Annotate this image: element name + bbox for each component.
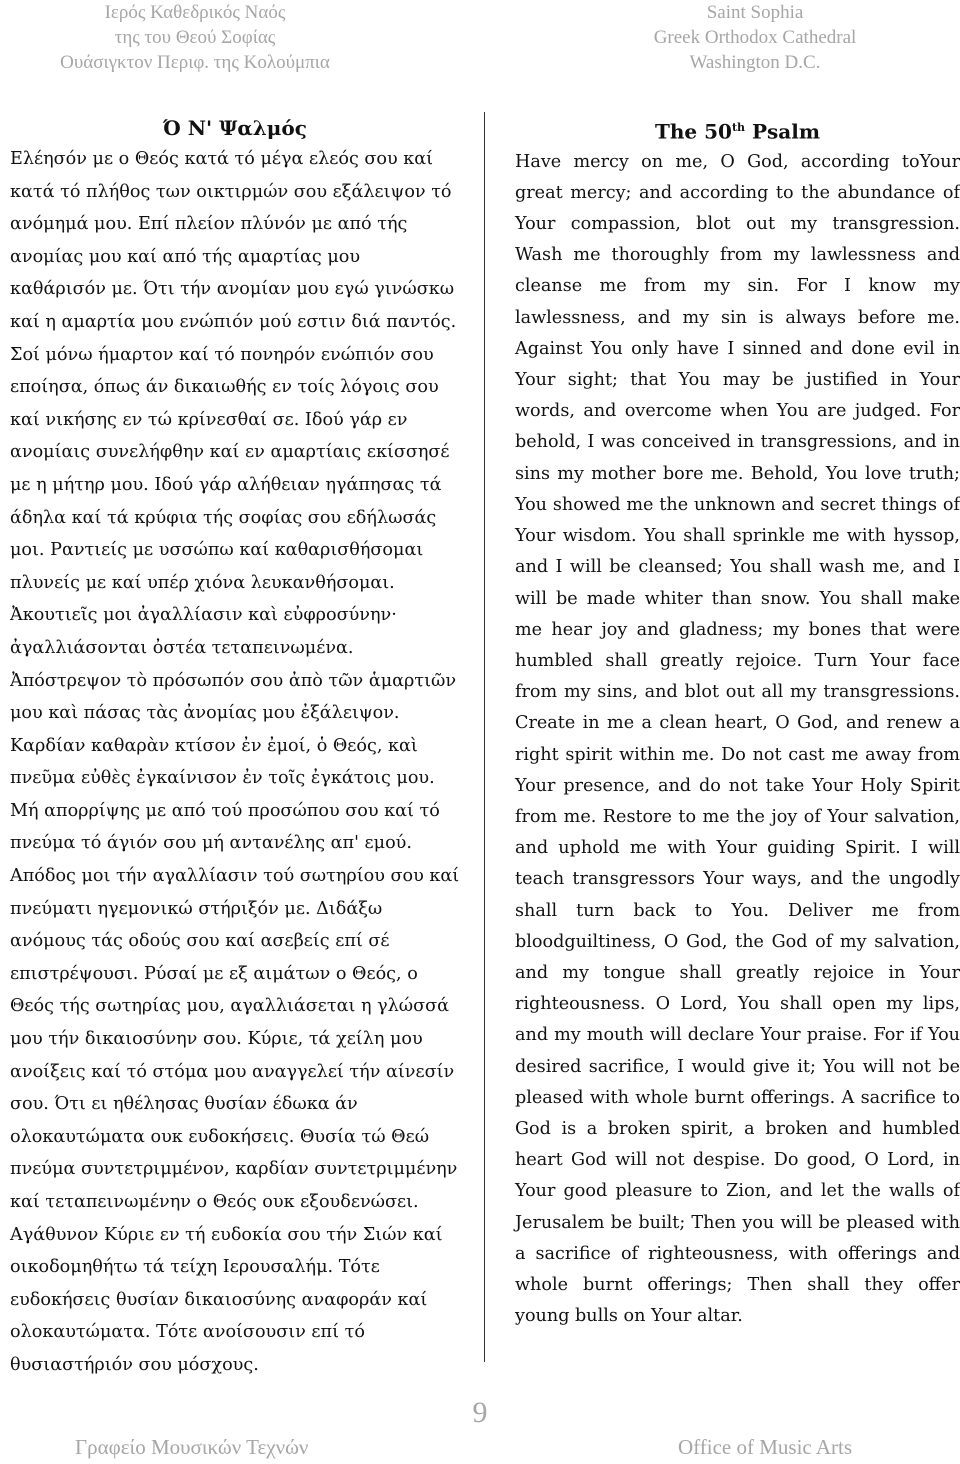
english-title-suffix: Psalm [745, 119, 821, 144]
english-title-prefix: The 50 [654, 119, 732, 144]
header-left [30, 0, 360, 75]
footer-right: Office of Music Arts [678, 1435, 852, 1459]
greek-column [10, 113, 460, 1382]
english-column [515, 113, 960, 1332]
greek-body: Ελέησόν με ο Θεός κατά τό μέγα ελεός σου καί κατά τό πλήθος των οικτιρμών σου εξάλειψον τό ανόμημά μου. Επί πλείον πλύνόν με από τής ανομίας μου καί από τής αμαρτίας μου καθάρισόν με. Ότι τήν ανομίαν μου εγώ γινώσκω καί η αμαρτία μου ενώπιόν μού εστιν διά παντός. Σοί μόνω ήμαρτον καί τό πονηρόν ενώπιόν σου εποίησα, όπως άν δικαιωθής εν τοίς λόγοις σου καί νικήσης εν τώ κρίνεσθαί σε. Ιδού γάρ εν ανομίαις συνελήφθην καί εν αμαρτίαις εκίσσησέ με η μήτηρ μου. Ιδού γάρ αλήθειαν ηγάπησας τά άδηλα καί τά κρύφια τής σοφίας σου εδήλωσάς μοι. Ραντιείς με υσσώπω καί καθαρισθήσομαι πλυνείς με καί υπέρ χιόνα λευκανθήσομαι. Ἀκουτιεῖς μοι ἀγαλλίασιν καὶ εὐφροσύνην· ἀγαλλιάσονται ὀστέα τεταπεινωμένα. Ἀπόστρεψον τὸ πρόσωπόν σου ἀπὸ τῶν ἁμαρτιῶν μου καὶ πάσας τὰς ἀνομίας μου ἐξάλειψον. Καρδίαν καθαρὰν κτίσον ἐν ἐμοί, ὁ Θεός, καὶ πνεῦμα εὐθὲς ἐγκαίνισον ἐν τοῖς ἐγκάτοις μου. Μή απορρίψης με από τού προσώπου σου καί τό πνεύμα τό άγιόν σου μή αντανέλης απ' εμού. Απόδος μοι τήν αγαλλίασιν τού σωτηρίου σου καί πνεύματι ηγεμονικώ στήριξόν με. Διδάξω ανόμους τάς οδούς σου καί ασεβείς επί σέ επιστρέψουσι. Ρύσαί με εξ αιμάτων ο Θεός, ο Θεός τής σωτηρίας μου, αγαλλιάσεται η γλώσσά μου τήν δικαιοσύνην σου. Κύριε, τά χείλη μου ανοίξεις καί τό στόμα μου αναγγελεί τήν αίνεσίν σου. Ότι ει ηθέλησας θυσίαν έδωκα άν ολοκαυτώματα ουκ ευδοκήσεις. Θυσία τώ Θεώ πνεύμα συντετριμμένον, καρδίαν συντετριμμένην καί τεταπεινωμένην ο Θεός ουκ εξουδενώσει. Αγάθυνον Κύριε εν τή ευδοκία σου τήν Σιών καί οικοδομηθήτω τά τείχη Ιερουσαλήμ. Τότε ευδοκήσεις θυσίαν δικαιοσύνης αναφοράν καί ολοκαυτώματα. Τότε ανοίσουσιν επί τό θυσιαστήριόν σου μόσχους. [10, 149, 460, 1375]
column-divider [484, 112, 485, 1362]
english-title-ordinal: th [731, 121, 746, 134]
header-right-line-2: Greek Orthodox Cathedral [653, 27, 857, 48]
page-number: 9 [472, 1396, 488, 1429]
header-left-line-2: της του Θεού Σοφίας [114, 27, 276, 48]
greek-title: Ό Ν' Ψαλμός [163, 116, 307, 140]
header-left-line-3: Ουάσιγκτον Περιφ. της Κολούμπια [60, 52, 330, 73]
header-left-line-1: Ιερός Καθεδρικός Ναός [104, 2, 286, 23]
header-right [590, 0, 920, 75]
footer-left: Γραφείο Μουσικών Τεχνών [75, 1435, 309, 1459]
english-title [515, 113, 960, 147]
english-body: Have mercy on me, O God, according toYour great mercy; and according to the abundance of Your compassion, blot out my transgression. Wash me thoroughly from my lawlessness and cleanse me from my sin. For I know my lawlessness, and my sin is always before me. Against You only have I sinned and done evil in Your sight; that You may be justified in Your words, and overcome when You are judged. For behold, I was conceived in transgressions, and in sins my mother bore me. Behold, You love truth; You showed me the unknown and secret things of Your wisdom. You shall sprinkle me with hyssop, and I will be cleansed; You shall wash me, and I will be made whiter than snow. You shall make me hear joy and gladness; my bones that were humbled shall greatly rejoice. Turn Your face from my sins, and blot out all my transgressions. Create in me a clean heart, O God, and renew a right spirit within me. Do not cast me away from Your presence, and do not take Your Holy Spirit from me. Restore to me the joy of Your salvation, and uphold me with Your guiding Spirit. I will teach transgressors Your ways, and the ungodly shall turn back to You. Deliver me from bloodguiltiness, O God, the God of my salvation, and my tongue shall greatly rejoice in Your righteousness. O Lord, You shall open my lips, and my mouth will declare Your praise. For if You desired sacrifice, I would give it; You will not be pleased with whole burnt offerings. A sacrifice to God is a broken spirit, a broken and humbled heart God will not despise. Do good, O Lord, in Your good pleasure to Zion, and let the walls of Jerusalem be built; Then you will be pleased with a sacrifice of righteousness, with offerings and whole burnt offerings; Then shall they offer young bulls on Your altar. [515, 151, 960, 1327]
header-right-line-1: Saint Sophia [706, 2, 804, 23]
header-right-line-3: Washington D.C. [689, 52, 821, 73]
